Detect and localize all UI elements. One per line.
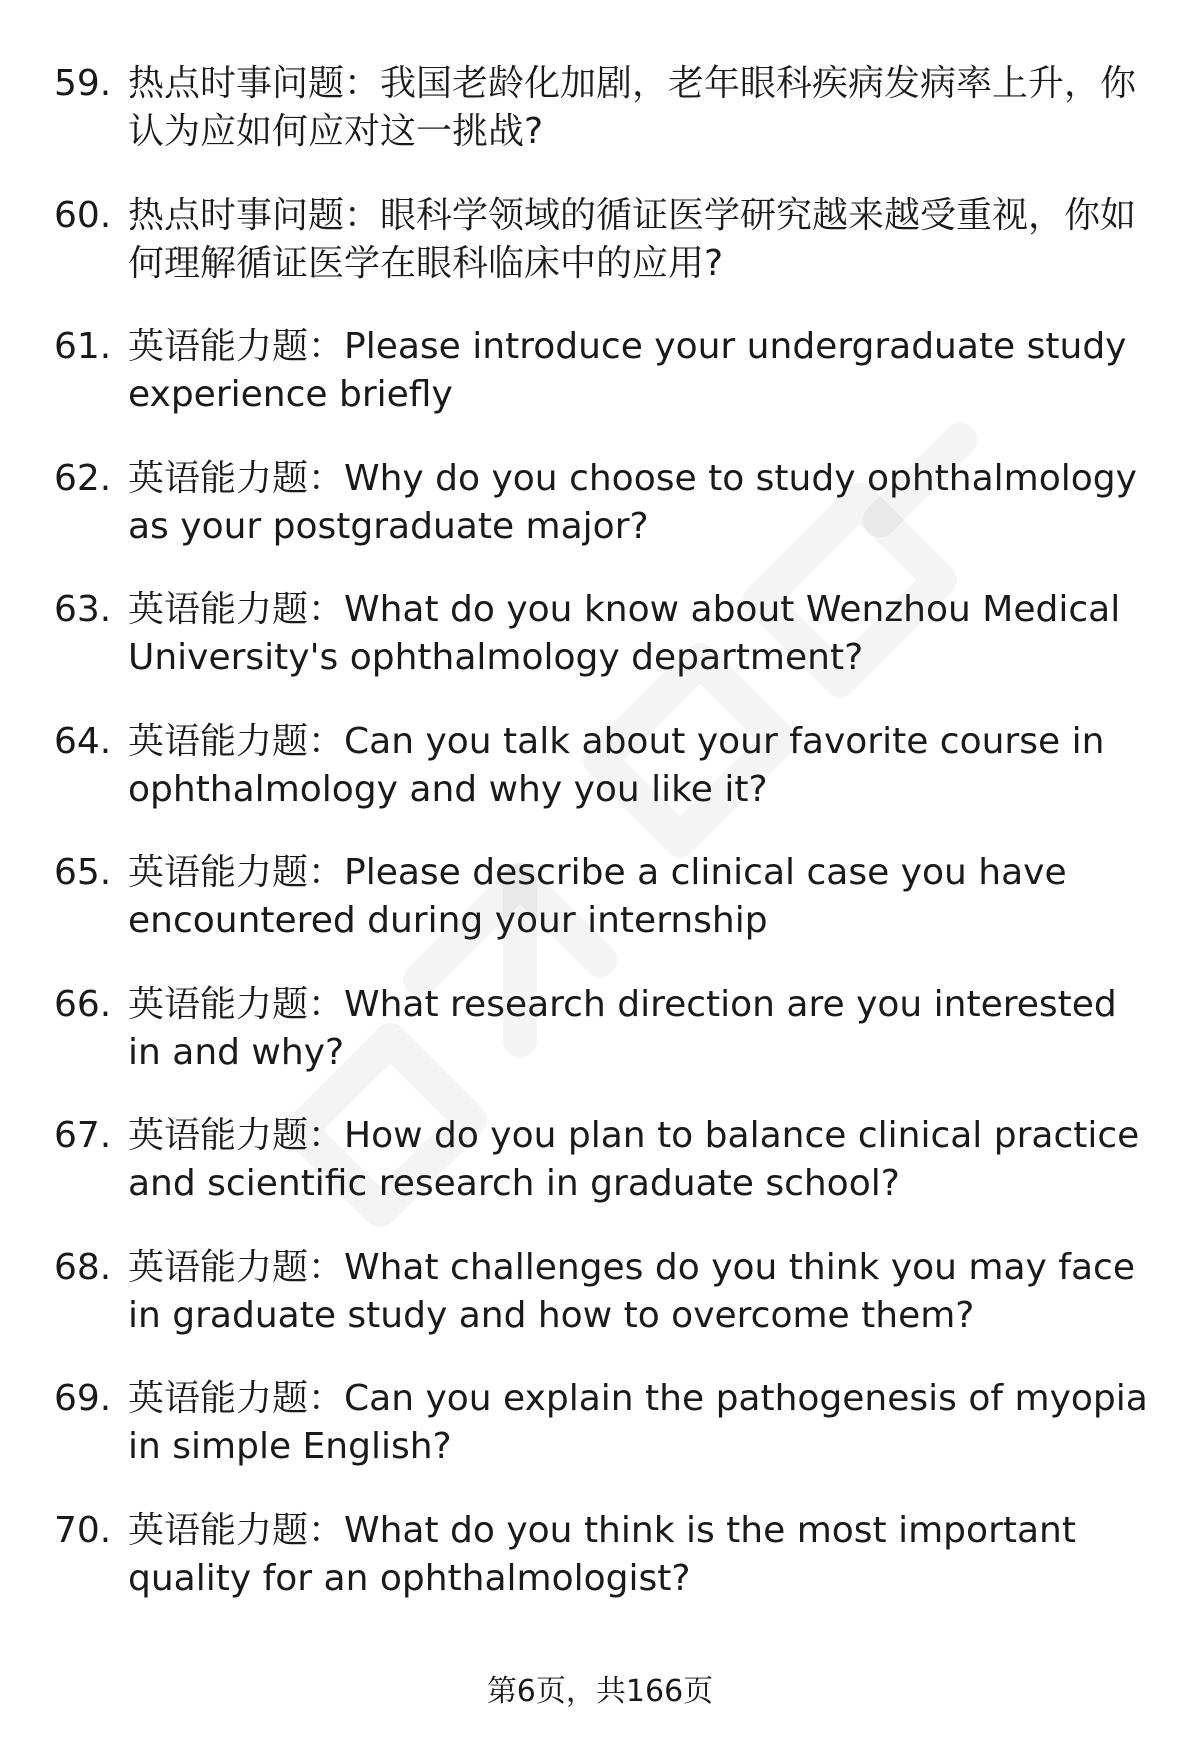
question-text: 英语能力题：What research direction are you interested in and why?	[128, 983, 1117, 1073]
question-text: 热点时事问题：我国老龄化加剧，老年眼科疾病发病率上升，你认为应如何应对这一挑战?	[128, 63, 1137, 152]
question-number: 61.	[54, 326, 112, 367]
page-footer: 第6页，共166页	[486, 1674, 714, 1709]
question-item	[0, 1104, 1200, 1236]
question-number: 66.	[54, 983, 112, 1025]
question-number: 60.	[54, 194, 112, 236]
question-text: 英语能力题：What do you know about Wenzhou Medical University's ophthalmology department?	[128, 589, 1121, 678]
question-item	[0, 1236, 1200, 1368]
question-text: 英语能力题：Please introduce your undergraduate study experience briefly	[128, 326, 1127, 415]
question-number: 59.	[54, 63, 112, 104]
question-item	[0, 973, 1200, 1105]
question-item	[0, 710, 1200, 842]
question-text: 英语能力题：How do you plan to balance clinical practice and scientific research in graduate school?	[128, 1115, 1140, 1204]
question-number: 68.	[54, 1246, 112, 1288]
question-text: 英语能力题：Can you talk about your favorite course in ophthalmology and why you like it?	[128, 720, 1105, 810]
question-item	[0, 1499, 1200, 1631]
question-text: 英语能力题：Can you explain the pathogenesis of myopia in simple English?	[128, 1378, 1148, 1467]
question-number: 65.	[54, 852, 112, 893]
question-number: 63.	[54, 589, 112, 630]
question-number: 70.	[54, 1509, 112, 1551]
question-text: 英语能力题：What do you think is the most important quality for an ophthalmologist?	[128, 1509, 1076, 1599]
question-number: 62.	[54, 457, 112, 499]
question-text: 英语能力题：Please describe a clinical case you have encountered during your internship	[128, 852, 1067, 941]
question-text: 热点时事问题：眼科学领域的循证医学研究越来越受重视，你如何理解循证医学在眼科临床中的应用?	[128, 194, 1137, 284]
question-number: 69.	[54, 1378, 112, 1419]
question-text: 英语能力题：What challenges do you think you may face in graduate study and how to overcome them?	[128, 1246, 1135, 1336]
question-list	[0, 52, 1200, 1630]
question-item	[0, 184, 1200, 316]
question-item	[0, 1367, 1200, 1499]
question-item	[0, 315, 1200, 447]
question-item	[0, 447, 1200, 579]
question-item	[0, 52, 1200, 184]
question-item	[0, 578, 1200, 710]
question-number: 64.	[54, 720, 112, 762]
question-item	[0, 841, 1200, 973]
question-text: 英语能力题：Why do you choose to study ophthalmology as your postgraduate major?	[128, 457, 1137, 547]
question-number: 67.	[54, 1115, 112, 1156]
